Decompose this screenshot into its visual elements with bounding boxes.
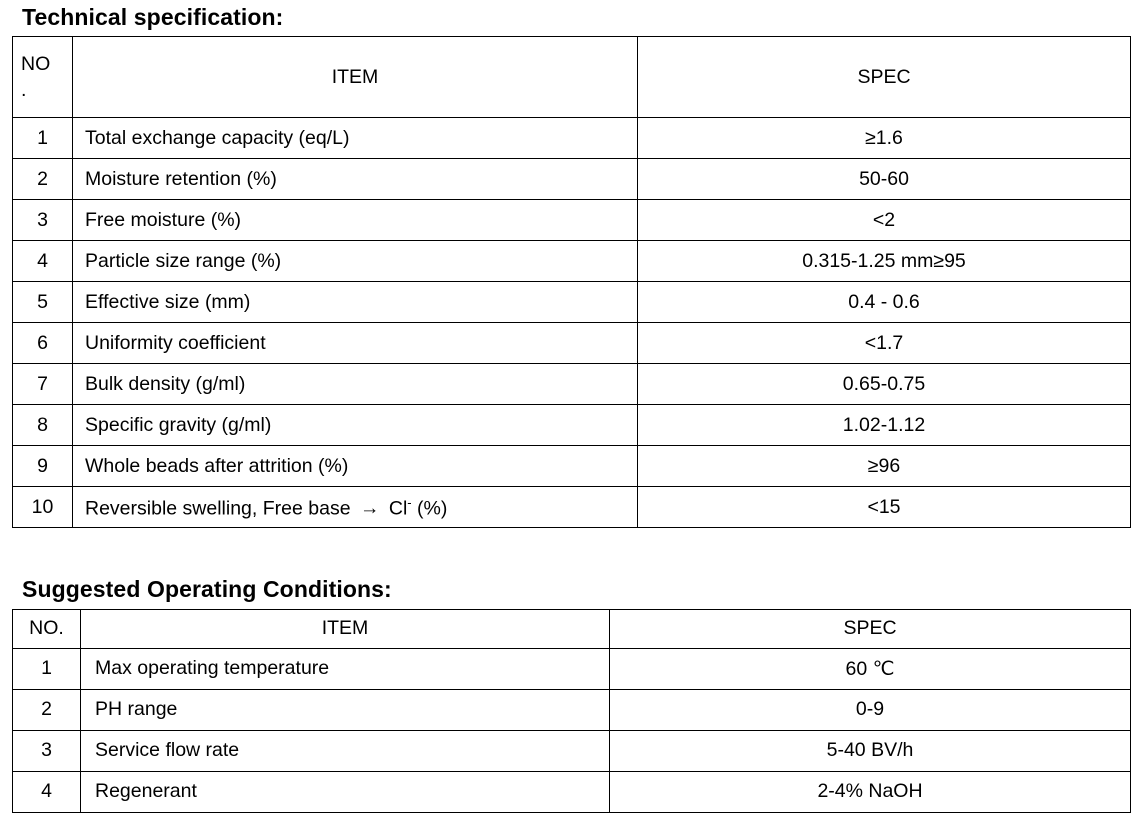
table-row xyxy=(13,159,1131,200)
row-item: PH range xyxy=(81,689,610,730)
column-header-spec: SPEC xyxy=(638,37,1131,118)
table-row xyxy=(13,730,1131,771)
table-row xyxy=(13,689,1131,730)
column-header-no: NO. xyxy=(13,609,81,648)
column-header-item: ITEM xyxy=(81,609,610,648)
table-row xyxy=(13,241,1131,282)
row-item: Regenerant xyxy=(81,771,610,812)
column-header-no-line2: . xyxy=(21,79,27,102)
row-item-suffix: (%) xyxy=(411,497,448,520)
row-spec: ≥1.6 xyxy=(638,118,1131,159)
row-number: 8 xyxy=(13,405,73,446)
column-header-item: ITEM xyxy=(73,37,638,118)
table-header-row xyxy=(13,37,1131,118)
row-item: Uniformity coefficient xyxy=(73,323,638,364)
row-number: 4 xyxy=(13,241,73,282)
row-spec: 1.02-1.12 xyxy=(638,405,1131,446)
table-row xyxy=(13,282,1131,323)
row-number: 3 xyxy=(13,730,81,771)
row-spec: 0.315-1.25 mm≥95 xyxy=(638,241,1131,282)
row-item: Max operating temperature xyxy=(81,648,610,689)
row-item: Total exchange capacity (eq/L) xyxy=(73,118,638,159)
row-spec: ≥96 xyxy=(638,446,1131,487)
row-item-prefix: Reversible swelling, Free base xyxy=(85,497,356,520)
technical-spec-heading: Technical specification: xyxy=(22,4,284,30)
row-spec: 5-40 BV/h xyxy=(610,730,1131,771)
operating-conditions-table xyxy=(12,609,1131,813)
row-item: Whole beads after attrition (%) xyxy=(73,446,638,487)
row-number: 9 xyxy=(13,446,73,487)
row-number: 6 xyxy=(13,323,73,364)
row-item-mid: Cl xyxy=(383,497,408,520)
row-item: Effective size (mm) xyxy=(73,282,638,323)
table-row xyxy=(13,771,1131,812)
row-item: Service flow rate xyxy=(81,730,610,771)
row-spec: 0.65-0.75 xyxy=(638,364,1131,405)
table-row xyxy=(13,118,1131,159)
operating-conditions-heading: Suggested Operating Conditions: xyxy=(22,576,392,603)
table-row xyxy=(13,323,1131,364)
table-row xyxy=(13,364,1131,405)
table-row xyxy=(13,487,1131,528)
column-header-no xyxy=(13,37,73,118)
technical-specification-table xyxy=(12,36,1131,528)
row-spec: <15 xyxy=(638,487,1131,528)
table-row xyxy=(13,405,1131,446)
row-spec: <2 xyxy=(638,200,1131,241)
row-item: Moisture retention (%) xyxy=(73,159,638,200)
arrow-icon: → xyxy=(359,497,380,520)
row-number: 7 xyxy=(13,364,73,405)
row-item: Specific gravity (g/ml) xyxy=(73,405,638,446)
column-header-no-line1: NO xyxy=(21,52,51,75)
row-spec: <1.7 xyxy=(638,323,1131,364)
row-item: Bulk density (g/ml) xyxy=(73,364,638,405)
table-row xyxy=(13,200,1131,241)
row-spec: 0.4 - 0.6 xyxy=(638,282,1131,323)
row-spec: 60 ℃ xyxy=(610,648,1131,689)
table-row xyxy=(13,446,1131,487)
section-spacer xyxy=(12,528,1130,572)
row-number: 3 xyxy=(13,200,73,241)
row-number: 2 xyxy=(13,159,73,200)
row-number: 10 xyxy=(13,487,73,528)
table-row xyxy=(13,648,1131,689)
row-number: 2 xyxy=(13,689,81,730)
row-item: Free moisture (%) xyxy=(73,200,638,241)
row-number: 4 xyxy=(13,771,81,812)
row-number: 5 xyxy=(13,282,73,323)
row-number: 1 xyxy=(13,118,73,159)
row-item-superscript: - xyxy=(407,494,412,510)
row-spec: 2-4% NaOH xyxy=(610,771,1131,812)
column-header-spec: SPEC xyxy=(610,609,1131,648)
row-spec: 0-9 xyxy=(610,689,1131,730)
row-number: 1 xyxy=(13,648,81,689)
row-item: Particle size range (%) xyxy=(73,241,638,282)
row-item-reversible-swelling xyxy=(73,487,638,528)
table-header-row xyxy=(13,609,1131,648)
row-spec: 50-60 xyxy=(638,159,1131,200)
